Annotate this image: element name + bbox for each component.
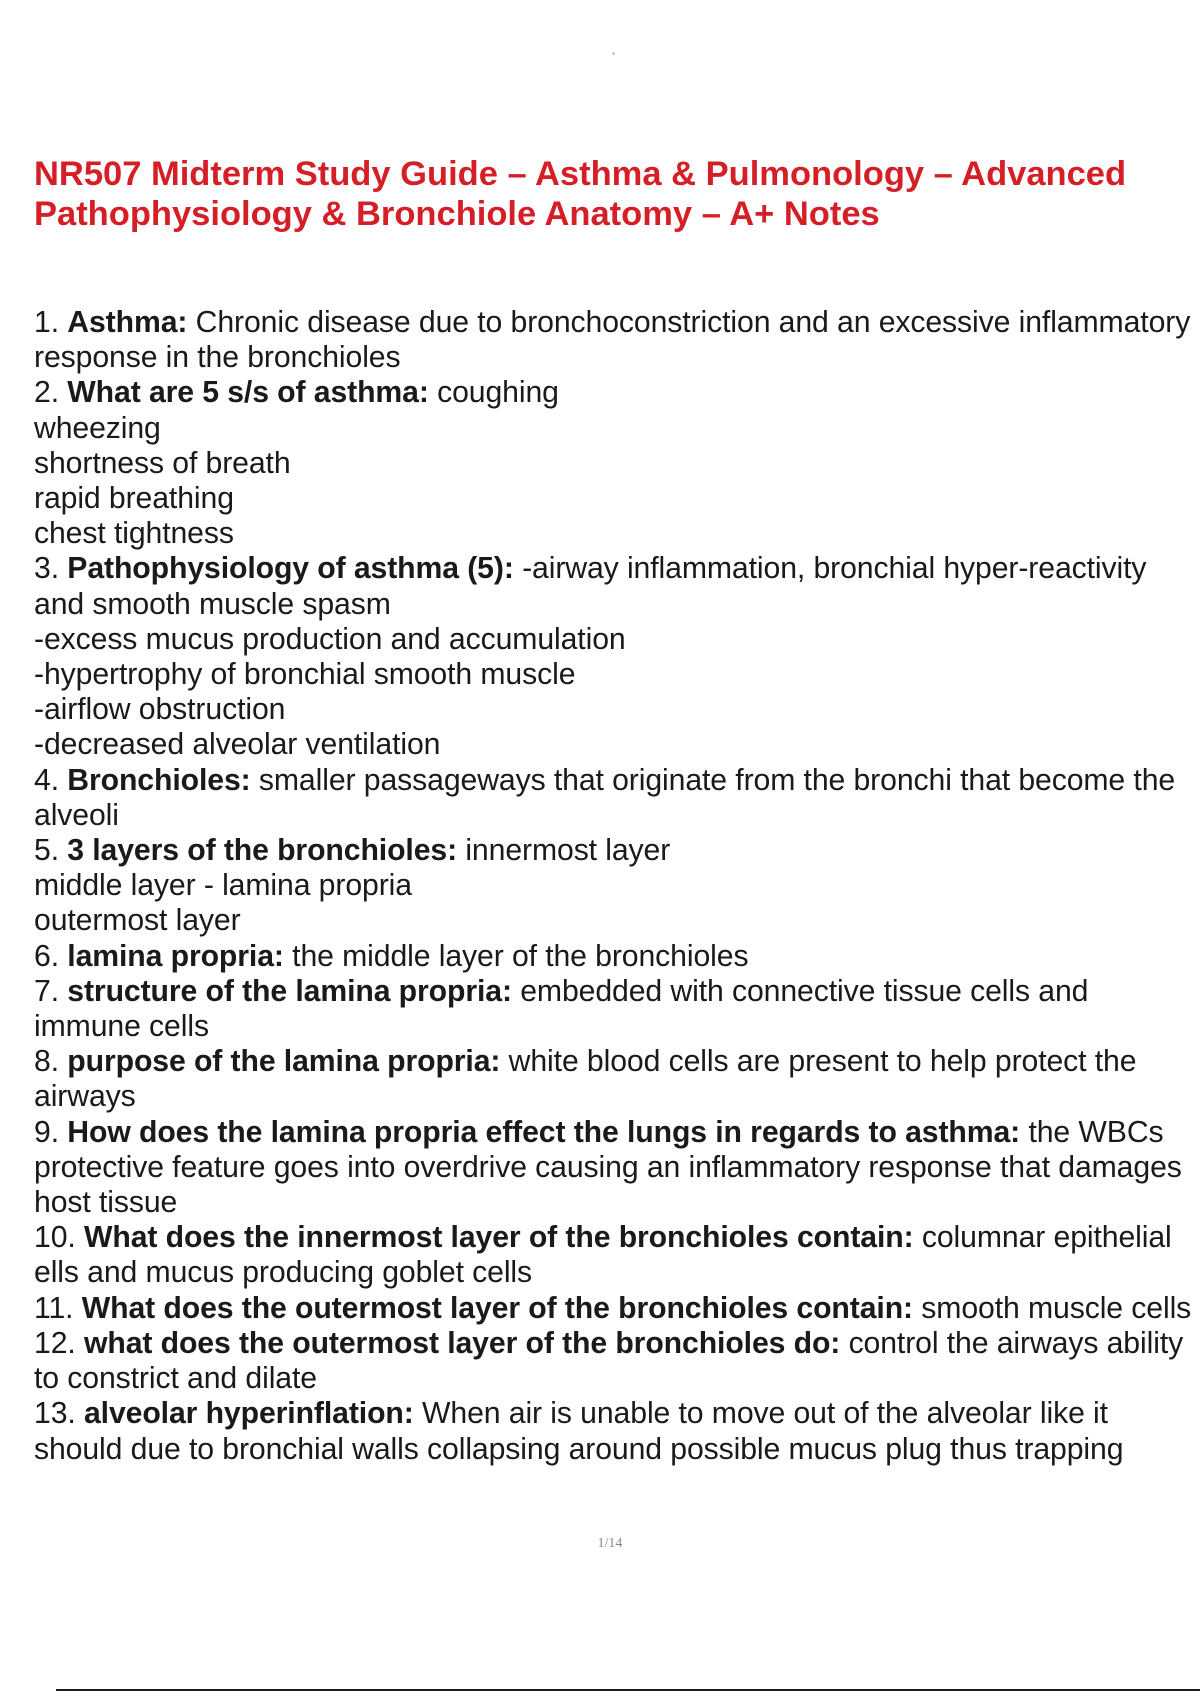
entry-term: structure of the lamina propria: [67,974,512,1008]
entry-term: What are 5 s/s of asthma: [67,376,429,410]
entry-number: 1. [34,306,59,339]
entry-definition: smaller passageways that originate from the bronchi that become the alveoli [34,763,1176,832]
entry-4 [34,763,1194,833]
entry-definition: columnar epithelial ells and mucus producing goblet cells [34,1221,1172,1290]
entry-term: Bronchioles: [67,763,251,797]
entry-5 [34,833,1194,868]
entry-6 [34,939,1194,974]
entry-number: 6. [34,939,59,973]
entry-7 [34,974,1194,1044]
entry-definition: control the airways ability to constrict and dilate [34,1326,1184,1396]
entry-1 [34,305,1194,375]
entry-5-line: middle layer - lamina propria [34,869,412,903]
entry-number: 10. [34,1221,76,1255]
entry-definition: the WBCs protective feature goes into overdrive causing an inflammatory response that damages host tissue [34,1115,1182,1220]
study-guide-content [34,305,1194,1467]
entry-definition: -airway inflammation, bronchial hyper-reactivity and smooth muscle spasm [34,552,1147,621]
entry-13 [34,1396,1194,1466]
entry-10 [34,1220,1194,1290]
entry-number: 3. [34,552,59,586]
entry-9 [34,1115,1194,1221]
footer-divider [56,1689,1200,1691]
entry-number: 12. [34,1326,76,1360]
entry-number: 4. [34,763,59,797]
entry-2-line: chest tightness [34,517,234,551]
entry-3-line: -decreased alveolar ventilation [34,728,441,762]
entry-number: 8. [34,1045,59,1079]
entry-term: lamina propria: [67,939,284,973]
entry-definition: When air is unable to move out of the alveolar like it should due to bronchial walls collapsing around possible mucus plug thus trapping [34,1397,1124,1466]
entry-2-line: shortness of breath [34,446,291,480]
entry-definition: white blood cells are present to help protect the airways [34,1045,1137,1114]
entry-12 [34,1326,1194,1396]
entry-number: 5. [34,834,59,868]
scan-artifact-dot [612,52,615,55]
entry-definition: Chronic disease due to bronchoconstriction and an excessive inflammatory response in the bronchioles [34,306,1191,375]
entry-definition: embedded with connective tissue cells and immune cells [34,974,1089,1044]
entry-8 [34,1044,1194,1114]
entry-term: alveolar hyperinflation: [83,1397,414,1431]
entry-term: What does the outermost layer of the bronchioles contain: [81,1291,913,1325]
entry-number: 11. [34,1291,74,1325]
entry-3-line: -airflow obstruction [34,693,286,727]
entry-definition: the middle layer of the bronchioles [292,939,749,973]
document-title: NR507 Midterm Study Guide – Asthma & Pulmonology – Advanced Pathophysiology & Bronchiole Anatomy – A+ Notes [34,155,1127,233]
entry-number: 9. [34,1115,59,1149]
entry-3-line: -excess mucus production and accumulation [34,622,626,656]
entry-3 [34,551,1194,621]
entry-number: 7. [34,974,59,1008]
entry-term: what does the outermost layer of the bronchioles do: [83,1326,841,1360]
entry-11 [34,1291,1194,1326]
entry-term: Pathophysiology of asthma (5): [67,552,514,586]
entry-term: How does the lamina propria effect the lungs in regards to asthma: [67,1115,1021,1149]
entry-number: 2. [34,376,59,410]
entry-definition: smooth muscle cells [921,1291,1192,1325]
entry-term: Asthma: [67,306,188,339]
entry-5-line: outermost layer [34,904,241,938]
entry-term: purpose of the lamina propria: [67,1045,501,1079]
entry-definition: coughing [437,376,559,410]
entry-3-line: -hypertrophy of bronchial smooth muscle [34,658,576,692]
entry-term: What does the innermost layer of the bronchioles contain: [83,1221,914,1255]
entry-2-line: wheezing [34,411,161,445]
entry-term: 3 layers of the bronchioles: [67,834,458,868]
page-number: 1/14 [597,1536,623,1551]
entry-definition: innermost layer [465,834,671,868]
entry-2-line: rapid breathing [34,482,234,516]
entry-2 [34,375,1194,410]
entry-number: 13. [34,1397,76,1431]
